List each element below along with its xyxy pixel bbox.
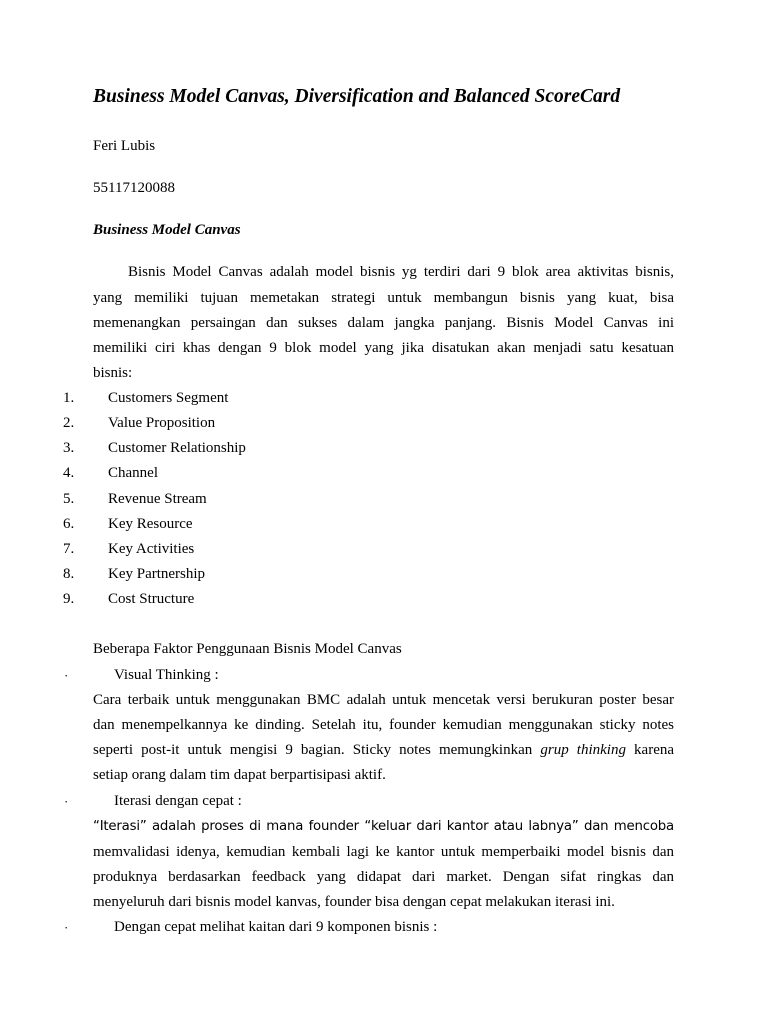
paragraph-line: dan menempelkannya ke dinding. Setelah itu, founder kemudian menggunakan sticky notes	[93, 717, 674, 733]
list-item: Key Activities	[108, 541, 195, 557]
paragraph-line: Bisnis Model Canvas adalah model bisnis yg terdiri dari 9 blok area aktivitas bisnis,	[128, 264, 674, 280]
paragraph-line: memenangkan persaingan dan sukses dalam jangka panjang. Bisnis Model Canvas ini	[93, 315, 674, 331]
list-item: Customer Relationship	[108, 440, 246, 456]
document-title: Business Model Canvas, Diversification and Balanced ScoreCard	[93, 86, 621, 107]
list-item: Key Partnership	[108, 566, 206, 582]
paragraph-line: produknya berdasarkan feedback yang didapat dari market. Dengan sifat ringkas dan	[93, 869, 674, 885]
paragraph-line: setiap orang dalam tim dapat berpartisipasi aktif.	[93, 767, 386, 783]
list-number: 3.	[63, 440, 75, 456]
author-name: Feri Lubis	[93, 138, 156, 154]
list-item: Value Proposition	[108, 415, 216, 431]
bullet-icon: ·	[64, 794, 69, 809]
list-item: Cost Structure	[108, 591, 195, 607]
paragraph-line: memiliki ciri khas dengan 9 blok model yang jika disatukan akan menjadi satu kesatuan	[93, 340, 674, 356]
paragraph-line: bisnis:	[93, 365, 133, 381]
list-number: 5.	[63, 491, 75, 507]
list-number: 1.	[63, 390, 75, 406]
paragraph-line: yang memiliki tujuan memetakan strategi untuk membangun bisnis yang kuat, bisa	[93, 290, 674, 306]
factor-label: Dengan cepat melihat kaitan dari 9 komponen bisnis :	[114, 919, 438, 935]
section-heading: Business Model Canvas	[93, 222, 241, 238]
list-item: Channel	[108, 465, 158, 481]
paragraph-line: menyeluruh dari bisnis model kanvas, founder bisa dengan cepat melakukan iterasi ini.	[93, 894, 615, 910]
factor-label: Visual Thinking :	[114, 667, 219, 683]
bullet-icon: ·	[64, 920, 69, 935]
list-number: 6.	[63, 516, 75, 532]
paragraph-line: memvalidasi idenya, kemudian kembali lagi ke kantor untuk memperbaiki model bisnis dan	[93, 844, 674, 860]
student-id: 55117120088	[93, 180, 175, 196]
bullet-icon: ·	[64, 668, 69, 683]
list-item: Customers Segment	[108, 390, 229, 406]
line-text: seperti post-it untuk mengisi 9 bagian. Sticky notes memungkinkan	[93, 742, 533, 758]
list-number: 8.	[63, 566, 75, 582]
emphasis-text: grup thinking	[540, 742, 626, 758]
paragraph-line: Cara terbaik untuk menggunakan BMC adalah untuk mencetak versi berukuran poster besar	[93, 692, 674, 708]
list-number: 2.	[63, 415, 75, 431]
list-item: Revenue Stream	[108, 491, 207, 507]
list-number: 4.	[63, 465, 75, 481]
list-item: Key Resource	[108, 516, 193, 532]
paragraph-line	[93, 742, 674, 759]
list-number: 9.	[63, 591, 75, 607]
paragraph-line: “Iterasi” adalah proses di mana founder “keluar dari kantor atau labnya” dan mencoba	[93, 819, 674, 834]
list-number: 7.	[63, 541, 75, 557]
factors-heading: Beberapa Faktor Penggunaan Bisnis Model Canvas	[93, 641, 402, 657]
line-text: karena	[634, 742, 675, 758]
factor-label: Iterasi dengan cepat :	[114, 793, 242, 809]
